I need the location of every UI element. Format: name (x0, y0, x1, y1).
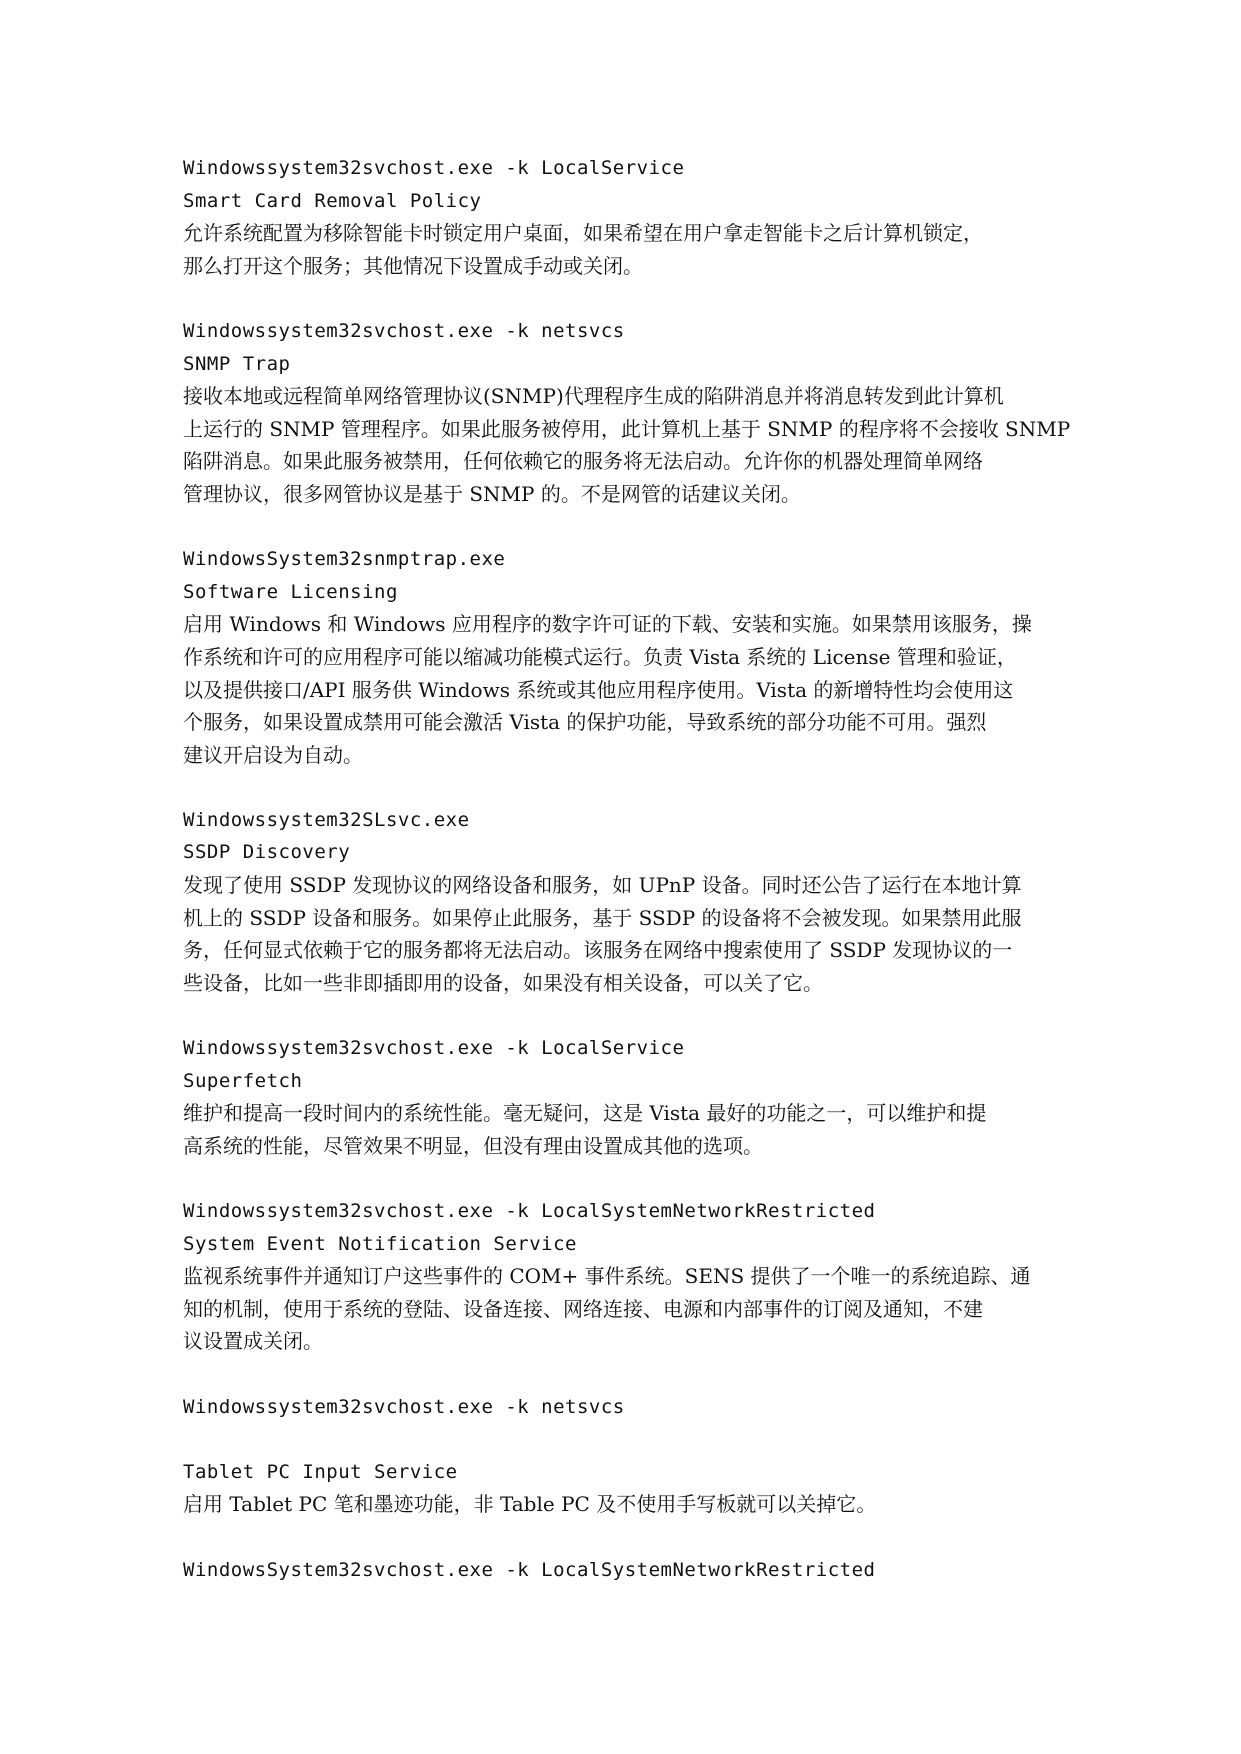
service-name: SNMP Trap (183, 352, 291, 375)
service-description-line: 个服务，如果设置成禁用可能会激活 Vista 的保护功能，导致系统的部分功能不可用。强烈 (183, 710, 987, 735)
service-name: Software Licensing (183, 580, 398, 603)
service-description-line: 启用 Windows 和 Windows 应用程序的数字许可证的下载、安装和实施。如果禁用该服务，操 (183, 612, 1032, 637)
service-description-line: 那么打开这个服务；其他情况下设置成手动或关闭。 (183, 253, 643, 278)
document-page (183, 152, 1103, 1586)
paragraph-gap (183, 1358, 1103, 1391)
paragraph-gap (183, 1423, 1103, 1456)
service-description-line: 陷阱消息。如果此服务被禁用，任何依赖它的服务将无法启动。允许你的机器处理简单网络 (183, 449, 983, 474)
service-path: Windowssystem32svchost.exe -k netsvcs (183, 319, 625, 342)
service-path: Windowssystem32svchost.exe -k LocalService (183, 1037, 685, 1060)
service-description-line: 接收本地或远程简单网络管理协议(SNMP)代理程序生成的陷阱消息并将消息转发到此计算机 (183, 384, 1004, 409)
service-path: Windowssystem32svchost.exe -k LocalService (183, 157, 685, 179)
service-description-line: 议设置成关闭。 (183, 1329, 323, 1354)
service-name: System Event Notification Service (183, 1232, 577, 1255)
service-name: SSDP Discovery (183, 841, 351, 864)
service-path: Windowssystem32SLsvc.exe (183, 808, 470, 831)
service-description-line: 发现了使用 SSDP 发现协议的网络设备和服务，如 UPnP 设备。同时还公告了运行在本地计算 (183, 873, 1022, 898)
paragraph-gap (183, 1521, 1103, 1554)
service-entry (183, 804, 1103, 1000)
service-description-line: 管理协议，很多网管协议是基于 SNMP 的。不是网管的话建议关闭。 (183, 481, 801, 506)
service-entry (183, 1195, 1103, 1358)
service-path: WindowsSystem32svchost.exe -k LocalSystemNetworkRestricted (183, 1558, 876, 1581)
paragraph-gap (183, 771, 1103, 804)
service-description-line: 作系统和许可的应用程序可能以缩减功能模式运行。负责 Vista 系统的 License 管理和验证， (183, 644, 1017, 669)
service-path: Windowssystem32svchost.exe -k LocalSystemNetworkRestricted (183, 1200, 876, 1222)
service-description-line: 监视系统事件并通知订户这些事件的 COM+ 事件系统。SENS 提供了一个唯一的系统追踪、通 (183, 1264, 1031, 1289)
service-entry (183, 543, 1103, 771)
service-path: Windowssystem32svchost.exe -k netsvcs (183, 1395, 625, 1418)
paragraph-gap (183, 282, 1103, 315)
service-description-line: 知的机制，使用于系统的登陆、设备连接、网络连接、电源和内部事件的订阅及通知，不建 (183, 1296, 983, 1321)
service-name: Tablet PC Input Service (183, 1460, 458, 1483)
service-description-line: 高系统的性能，尽管效果不明显，但没有理由设置成其他的选项。 (183, 1133, 763, 1158)
service-entry (183, 315, 1103, 511)
service-description-line: 上运行的 SNMP 管理程序。如果此服务被停用，此计算机上基于 SNMP 的程序将不会接收 SNMP (183, 416, 1071, 441)
service-description-line: 启用 Tablet PC 笔和墨迹功能，非 Table PC 及不使用手写板就可以关掉它。 (183, 1492, 877, 1517)
service-entry (183, 1032, 1103, 1162)
service-path: WindowsSystem32snmptrap.exe (183, 548, 506, 571)
service-name: Smart Card Removal Policy (183, 189, 482, 212)
paragraph-gap (183, 511, 1103, 544)
service-description-line: 机上的 SSDP 设备和服务。如果停止此服务，基于 SSDP 的设备将不会被发现。如果禁用此服 (183, 905, 1022, 930)
paragraph-gap (183, 1162, 1103, 1195)
service-description-line: 建议开启设为自动。 (183, 742, 363, 767)
service-description-line: 务，任何显式依赖于它的服务都将无法启动。该服务在网络中搜索使用了 SSDP 发现协议的一 (183, 938, 1013, 963)
service-description-line: 允许系统配置为移除智能卡时锁定用户桌面，如果希望在用户拿走智能卡之后计算机锁定， (183, 221, 983, 246)
service-description-line: 维护和提高一段时间内的系统性能。毫无疑问，这是 Vista 最好的功能之一，可以维护和提 (183, 1101, 987, 1126)
service-entry (183, 152, 1103, 282)
paragraph-gap (183, 999, 1103, 1032)
service-name: Superfetch (183, 1069, 303, 1092)
service-description-line: 些设备，比如一些非即插即用的设备，如果没有相关设备，可以关了它。 (183, 970, 823, 995)
service-entry (183, 1391, 1103, 1521)
service-description-line: 以及提供接口/API 服务供 Windows 系统或其他应用程序使用。Vista 的新增特性均会使用这 (183, 677, 1014, 702)
